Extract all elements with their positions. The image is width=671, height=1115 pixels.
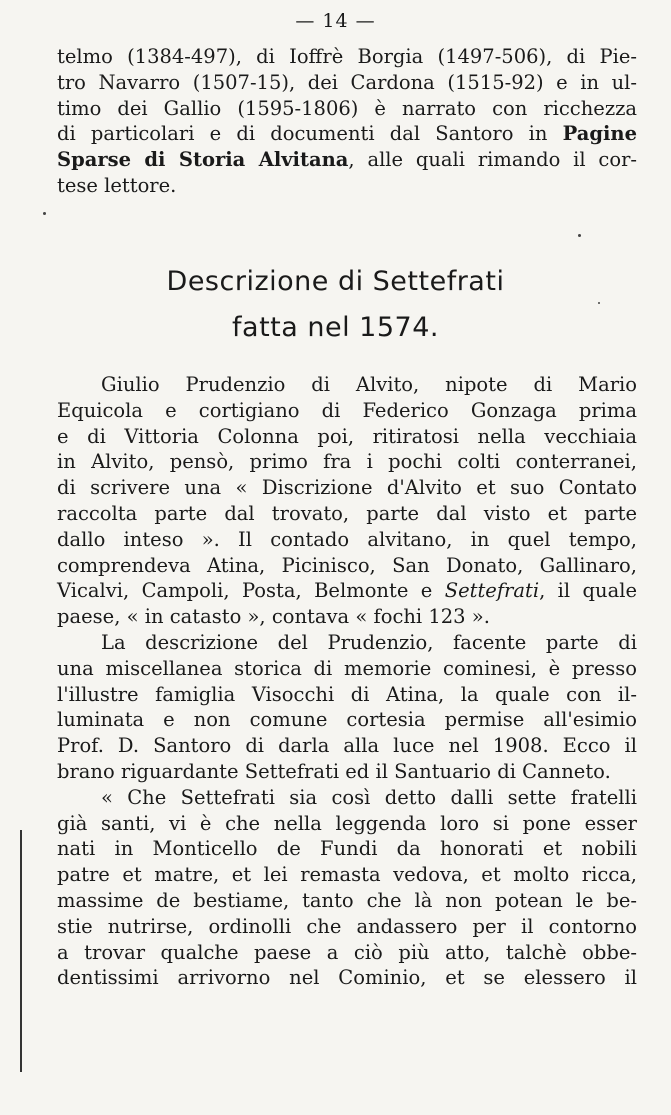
italic-settefrati: Settefrati: [444, 579, 540, 603]
body-line: comprendeva Atina, Picinisco, San Donato, Gallinaro,: [57, 553, 637, 577]
body-line: Prof. D. Santoro di darla alla luce nel 1908. Ecco il: [57, 734, 637, 758]
section-heading-line2: fatta nel 1574.: [232, 312, 439, 343]
intro-line-text: di particolari e di documenti dal Santoro in: [57, 122, 563, 146]
body-line: in Alvito, pensò, primo fra i pochi colti conterranei,: [57, 450, 637, 474]
intro-line: telmo (1384-497), di Ioffrè Borgia (1497-506), di Pie-: [57, 45, 637, 68]
page-number: — 14 —: [295, 10, 376, 32]
body-line: La descrizione del Prudenzio, facente parte di: [101, 630, 637, 654]
body-line: di scrivere una « Discrizione d'Alvito et suo Contato: [57, 476, 637, 500]
body-line: patre et matre, et lei remasta vedova, et molto ricca,: [57, 863, 637, 887]
body-line: dallo inteso ». Il contado alvitano, in quel tempo,: [57, 527, 637, 551]
body-line: dentissimi arrivorno nel Cominio, et se elessero il: [57, 966, 637, 990]
body-line: « Che Settefrati sia così detto dalli sette fratelli: [101, 785, 637, 809]
body-line: già santi, vi è che nella leggenda loro si pone esser: [57, 811, 637, 835]
body-line: Giulio Prudenzio di Alvito, nipote di Mario: [101, 373, 637, 396]
intro-line: tese lettore.: [57, 173, 177, 197]
intro-line: tro Navarro (1507-15), dei Cardona (1515-92) e in ul-: [57, 70, 637, 94]
intro-line: timo dei Gallio (1595-1806) è narrato con ricchezza: [57, 96, 637, 120]
body-text: [57, 372, 637, 991]
body-line-text: , il quale: [539, 579, 638, 603]
body-line: massime de bestiame, tanto che là non potean le be-: [57, 888, 637, 912]
book-title-part2: Sparse di Storia Alvitana: [57, 148, 349, 172]
body-line: nati in Monticello de Fundi da honorati et nobili: [57, 837, 637, 861]
body-line: e di Vittoria Colonna poi, ritiratosi nella vecchiaia: [57, 424, 637, 448]
ink-speck: [578, 234, 581, 237]
body-line: stie nutrirse, ordinolli che andassero per il contorno: [57, 914, 637, 938]
margin-rule: [20, 830, 22, 1072]
body-line: brano riguardante Settefrati ed il Santuario di Canneto.: [57, 759, 611, 783]
body-line-text: Vicalvi, Campoli, Posta, Belmonte e: [57, 579, 445, 603]
body-line: Equicola e cortigiano di Federico Gonzaga prima: [57, 398, 637, 422]
book-title-part1: Pagine: [562, 122, 637, 146]
intro-line-text: , alle quali rimando il cor-: [348, 148, 637, 172]
body-line: [57, 578, 637, 604]
intro-paragraph: [57, 44, 637, 199]
ink-speck: [43, 212, 46, 215]
body-line: una miscellanea storica di memorie cominesi, è presso: [57, 656, 637, 680]
body-line: paese, « in catasto », contava « fochi 123 ».: [57, 605, 490, 629]
intro-line: [57, 147, 637, 173]
intro-line: [57, 121, 637, 147]
body-line: raccolta parte dal trovato, parte dal visto et parte: [57, 501, 637, 525]
body-line: a trovar qualche paese a ciò più atto, talchè obbe-: [57, 940, 637, 964]
body-line: l'illustre famiglia Visocchi di Atina, la quale con il-: [57, 682, 637, 706]
ink-speck: [598, 302, 600, 304]
section-heading-line1: Descrizione di Settefrati: [166, 266, 505, 297]
body-line: luminata e non comune cortesia permise all'esimio: [57, 708, 637, 732]
